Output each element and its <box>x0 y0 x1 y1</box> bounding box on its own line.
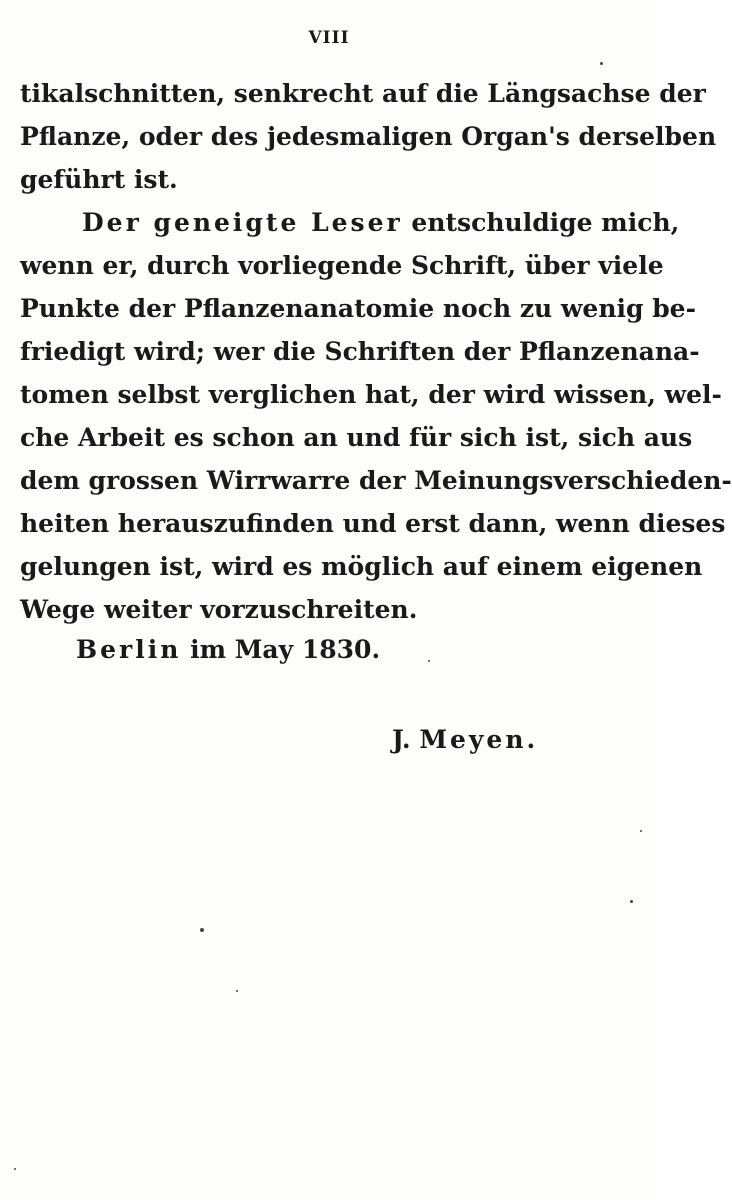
text-line: heiten herauszufinden und erst dann, wenn dieses <box>20 509 726 538</box>
date-text: im May 1830. <box>190 635 381 664</box>
text-line: wenn er, durch vorliegende Schrift, über viele <box>20 251 664 280</box>
author-signature <box>392 720 538 760</box>
scan-speck <box>640 830 642 832</box>
text-line: Pflanze, oder des jedesmaligen Organ's derselben <box>20 122 717 151</box>
text-line: dem grossen Wirrwarre der Meinungsverschieden- <box>20 466 732 495</box>
text-line: Wege weiter vorzuschreiten. <box>20 595 418 624</box>
place-and-date <box>76 630 380 670</box>
place-name: Berlin <box>76 635 182 664</box>
text-fragment: entschuldige mich, <box>411 208 680 237</box>
author-name: Meyen. <box>419 725 539 754</box>
scan-speck <box>428 660 430 662</box>
text-line: tomen selbst verglichen hat, der wird wissen, wel- <box>20 380 722 409</box>
text-line: gelungen ist, wird es möglich auf einem eigenen <box>20 552 703 581</box>
scan-speck <box>630 900 633 903</box>
page-number: VIII <box>308 28 350 48</box>
author-initial: J. <box>392 725 411 754</box>
text-line: geführt ist. <box>20 165 178 194</box>
paragraph-opening-line <box>20 201 680 244</box>
scan-speck <box>236 990 238 992</box>
text-line: friedigt wird; wer die Schriften der Pflanzenana- <box>20 337 700 366</box>
text-line: Punkte der Pflanzenanatomie noch zu wenig be- <box>20 294 696 323</box>
text-line: tikalschnitten, senkrecht auf die Längsachse der <box>20 79 706 108</box>
scan-speck <box>14 1168 16 1170</box>
spaced-emphasis: Der geneigte Leser <box>82 208 403 237</box>
text-line: che Arbeit es schon an und für sich ist, sich aus <box>20 423 693 452</box>
body-text <box>20 72 732 631</box>
scan-speck <box>600 62 603 65</box>
scan-speck <box>200 928 204 932</box>
